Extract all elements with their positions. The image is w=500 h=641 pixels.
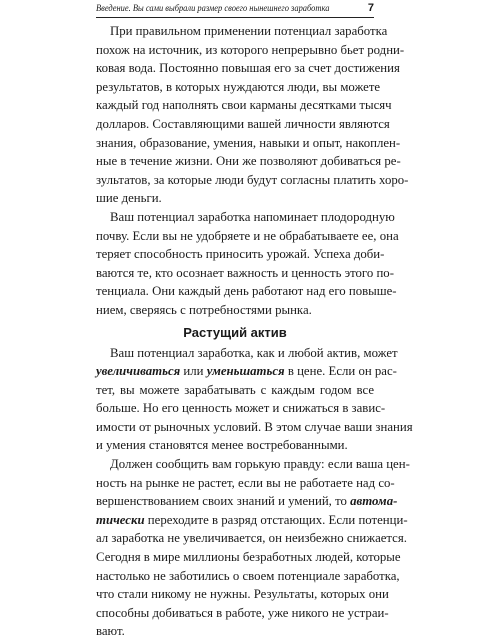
emphasis: автома- — [350, 494, 398, 509]
text-line: Должен сообщить вам горькую правду: если ваша цен- — [110, 457, 410, 472]
text-line: что стали никому не нужны. Результаты, которых они — [96, 587, 389, 602]
text-line: Ваш потенциал заработка напоминает плодородную — [110, 209, 395, 224]
running-header — [96, 3, 374, 18]
emphasis: уменьшаться — [206, 364, 285, 379]
text-line: похож на источник, из которого непрерывно бьет родни- — [96, 42, 405, 57]
running-title: Введение. Вы сами выбрали размер своего нынешнего заработка — [96, 3, 330, 14]
text-line: нием, сверяясь с потребностями рынка. — [96, 302, 312, 317]
text-line: вершенствованием своих знаний и умений, то автома- — [96, 494, 398, 509]
text-line: тически переходите в разряд отстающих. Если потенци- — [96, 512, 408, 527]
body-text — [96, 22, 413, 641]
text-line: почву. Если вы не удобряете и не обрабатываете ее, она — [96, 228, 399, 243]
text-line: ваются те, кто осознает важность и ценность этого по- — [96, 265, 394, 280]
text-line: ные в течение жизни. Они же позволяют добиваться ре- — [96, 154, 401, 169]
text-line: увеличиваться или уменьшаться в цене. Если он рас- — [96, 364, 397, 379]
text-line: теряет способность приносить урожай. Успеха доби- — [96, 247, 385, 262]
text-line: знания, образование, умения, навыки и опыт, накоплен- — [96, 135, 401, 150]
page-number: 7 — [367, 2, 374, 14]
text-line: шие деньги. — [96, 191, 162, 206]
text-line: ковая вода. Постоянно повышая его за счет достижения — [96, 61, 400, 76]
text-line: Ваш потенциал заработка, как и любой актив, может — [110, 345, 398, 360]
text-line: ность на рынке не растет, если вы не работаете над со- — [96, 475, 395, 490]
text-line: имости от рыночных условий. В этом случае ваши знания — [96, 419, 413, 434]
text-line: тенциала. Они каждый день работают над его повыше- — [96, 284, 397, 299]
text-line: ал заработка не увеличивается, он неизбежно снижается. — [96, 531, 407, 546]
text-line: Сегодня в мире миллионы безработных людей, которые — [96, 550, 401, 565]
text-line: способны добиваться в работе, уже никого не устраи- — [96, 605, 389, 620]
emphasis: увеличиваться — [96, 364, 181, 379]
text-line: настолько не заботились о своем потенциале заработка, — [96, 568, 400, 583]
section-heading: Растущий актив — [183, 324, 287, 340]
text-line: каждый год наполнять свои карманы десятками тысяч — [96, 98, 392, 113]
text-line: долларов. Составляющими вашей личности являются — [96, 116, 390, 131]
emphasis: тически — [96, 512, 145, 527]
text-line: и умения становятся менее востребованными. — [96, 438, 348, 453]
text-line: тет, вы можете зарабатывать с каждым годом все — [96, 382, 374, 397]
text-line: результатов, в которых нуждаются люди, вы можете — [96, 79, 381, 94]
text-line: больше. Но его ценность может и снижаться в завис- — [96, 401, 386, 416]
text-line: При правильном применении потенциал заработка — [110, 24, 388, 38]
text-line: вают. — [96, 624, 125, 639]
text-line: зультатов, за которые люди будут согласны платить хоро- — [96, 172, 409, 187]
